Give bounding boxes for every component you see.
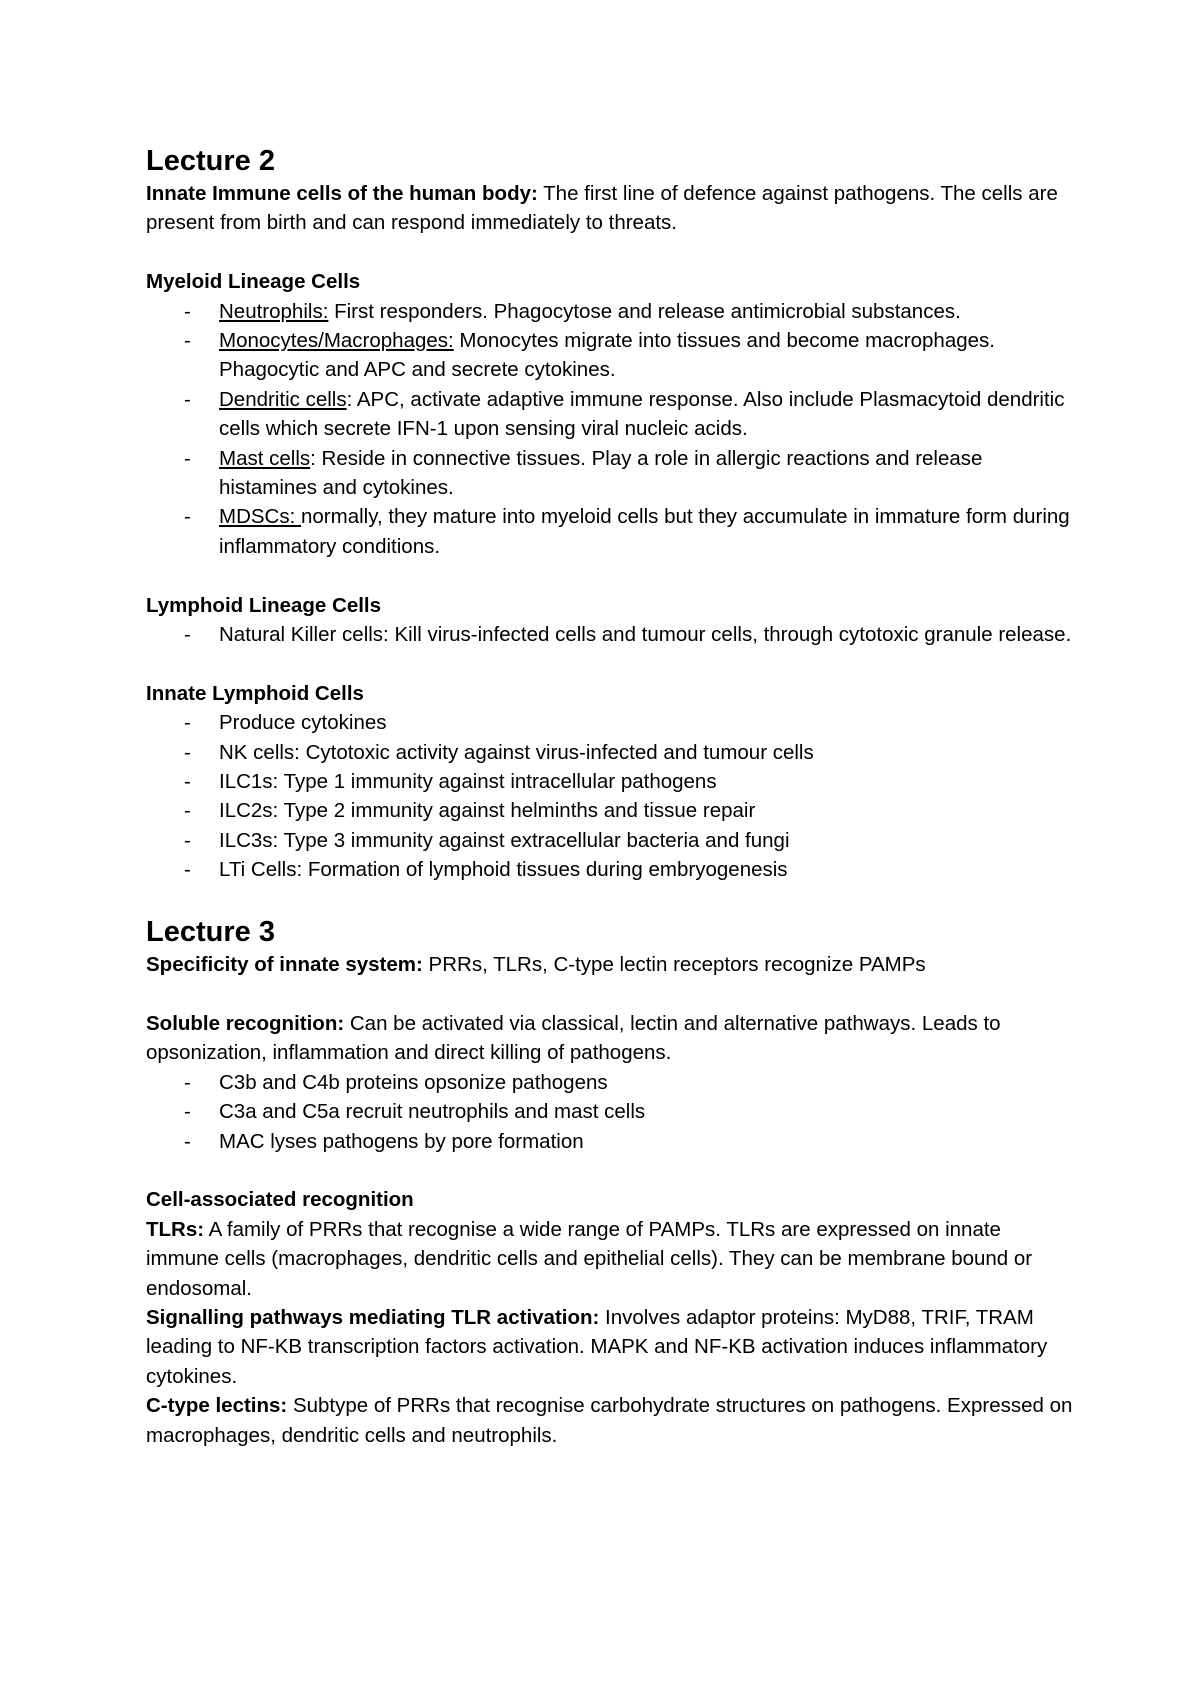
list-item bbox=[146, 1127, 1076, 1156]
specificity-text: PRRs, TLRs, C-type lectin receptors recognize PAMPs bbox=[422, 953, 926, 977]
signalling-text: Involves adaptor proteins: MyD88, TRIF, TRAM leading to NF-KB transcription factors activation. MAPK and NF-KB activation induces inflammatory cytokines. bbox=[146, 1305, 1048, 1388]
dash-bullet: - bbox=[184, 828, 191, 852]
lymphoid-text: Natural Killer cells: Kill virus-infected cells and tumour cells, through cytotoxic granule release. bbox=[219, 623, 1072, 647]
blank-line bbox=[146, 1156, 1076, 1185]
tlrs-text: A family of PRRs that recognise a wide range of PAMPs. TLRs are expressed on innate immune cells (macrophages, dendritic cells and epithelial cells). They can be membrane bound or endosomal. bbox=[146, 1217, 1033, 1300]
ctype-text: Subtype of PRRs that recognise carbohydrate structures on pathogens. Expressed on macrophages, dendritic cells and neutrophils. bbox=[146, 1394, 1073, 1447]
ctype-paragraph bbox=[146, 1391, 1076, 1450]
ilc-text: Produce cytokines bbox=[219, 711, 387, 735]
myeloid-list bbox=[146, 297, 1076, 562]
blank-line bbox=[146, 649, 1076, 678]
list-item bbox=[146, 444, 1076, 503]
ctype-label: C-type lectins: bbox=[146, 1394, 288, 1418]
soluble-item-text: MAC lyses pathogens by pore formation bbox=[219, 1129, 584, 1153]
dash-bullet: - bbox=[184, 299, 191, 323]
myeloid-term: Dendritic cells bbox=[219, 387, 347, 411]
blank-line bbox=[146, 980, 1076, 1009]
list-item bbox=[146, 767, 1076, 796]
ilc-text: ILC2s: Type 2 immunity against helminths and tissue repair bbox=[219, 799, 756, 823]
intro-text: The first line of defence against pathogens. The cells are present from birth and can respond immediately to threats. bbox=[146, 182, 1058, 235]
lecture-3-title: Lecture 3 bbox=[146, 916, 275, 949]
tlrs-label: TLRs: bbox=[146, 1217, 205, 1241]
myeloid-term: Neutrophils: bbox=[219, 299, 329, 323]
list-item bbox=[146, 708, 1076, 737]
lymphoid-list bbox=[146, 620, 1076, 649]
list-item bbox=[146, 796, 1076, 825]
myeloid-text: First responders. Phagocytose and release antimicrobial substances. bbox=[328, 299, 961, 323]
dash-bullet: - bbox=[184, 1129, 191, 1153]
blank-line bbox=[146, 885, 1076, 914]
dash-bullet: - bbox=[184, 1100, 191, 1124]
list-item bbox=[146, 297, 1076, 326]
blank-line bbox=[146, 238, 1076, 267]
list-item bbox=[146, 326, 1076, 385]
intro-label: Innate Immune cells of the human body: bbox=[146, 182, 538, 205]
list-item bbox=[146, 1068, 1076, 1097]
soluble-list bbox=[146, 1068, 1076, 1156]
document-page bbox=[146, 143, 1076, 1450]
ilc-heading: Innate Lymphoid Cells bbox=[146, 681, 364, 705]
dash-bullet: - bbox=[184, 505, 191, 529]
dash-bullet: - bbox=[184, 711, 191, 735]
soluble-item-text: C3b and C4b proteins opsonize pathogens bbox=[219, 1070, 608, 1094]
blank-line bbox=[146, 561, 1076, 590]
signalling-label: Signalling pathways mediating TLR activation: bbox=[146, 1305, 600, 1329]
soluble-text: Can be activated via classical, lectin and alternative pathways. Leads to opsonization, inflammation and direct killing of pathogens. bbox=[146, 1011, 1001, 1065]
ilc-text: NK cells: Cytotoxic activity against virus-infected and tumour cells bbox=[219, 740, 814, 764]
ilc-list bbox=[146, 708, 1076, 884]
signalling-paragraph bbox=[146, 1303, 1076, 1391]
ilc-text: ILC3s: Type 3 immunity against extracellular bacteria and fungi bbox=[219, 828, 790, 852]
myeloid-term: Mast cells bbox=[219, 446, 311, 470]
soluble-paragraph bbox=[146, 1009, 1076, 1068]
list-item bbox=[146, 855, 1076, 884]
myeloid-text: : Reside in connective tissues. Play a role in allergic reactions and release histamines and cytokines. bbox=[219, 446, 983, 500]
list-item bbox=[146, 502, 1076, 561]
ilc-text: LTi Cells: Formation of lymphoid tissues during embryogenesis bbox=[219, 858, 788, 882]
dash-bullet: - bbox=[184, 770, 191, 794]
myeloid-text: : APC, activate adaptive immune response. Also include Plasmacytoid dendritic cells which secrete IFN-1 upon sensing viral nucleic acids. bbox=[219, 387, 1065, 441]
tlrs-paragraph bbox=[146, 1215, 1076, 1303]
list-item bbox=[146, 826, 1076, 855]
specificity-paragraph bbox=[146, 950, 1076, 979]
dash-bullet: - bbox=[184, 740, 191, 764]
lymphoid-heading: Lymphoid Lineage Cells bbox=[146, 593, 382, 617]
myeloid-text: normally, they mature into myeloid cells but they accumulate in immature form during inflammatory conditions. bbox=[219, 505, 1070, 558]
dash-bullet: - bbox=[184, 1070, 191, 1094]
myeloid-text: Monocytes migrate into tissues and become macrophages. Phagocytic and APC and secrete cytokines. bbox=[219, 329, 995, 382]
dash-bullet: - bbox=[184, 799, 191, 823]
dash-bullet: - bbox=[184, 329, 191, 353]
list-item bbox=[146, 738, 1076, 767]
list-item bbox=[146, 620, 1076, 649]
innate-immune-intro bbox=[146, 179, 1076, 238]
list-item bbox=[146, 1097, 1076, 1126]
cell-associated-heading: Cell-associated recognition bbox=[146, 1188, 414, 1212]
myeloid-term: MDSCs: bbox=[219, 505, 301, 529]
dash-bullet: - bbox=[184, 387, 191, 411]
soluble-label: Soluble recognition: bbox=[146, 1011, 345, 1035]
dash-bullet: - bbox=[184, 623, 191, 647]
lecture-2-title: Lecture 2 bbox=[146, 145, 275, 177]
list-item bbox=[146, 385, 1076, 444]
dash-bullet: - bbox=[184, 858, 191, 882]
myeloid-term: Monocytes/Macrophages: bbox=[219, 329, 454, 353]
myeloid-heading: Myeloid Lineage Cells bbox=[146, 270, 361, 294]
specificity-label: Specificity of innate system: bbox=[146, 953, 423, 977]
dash-bullet: - bbox=[184, 446, 191, 470]
soluble-item-text: C3a and C5a recruit neutrophils and mast cells bbox=[219, 1100, 646, 1124]
ilc-text: ILC1s: Type 1 immunity against intracellular pathogens bbox=[219, 770, 717, 794]
